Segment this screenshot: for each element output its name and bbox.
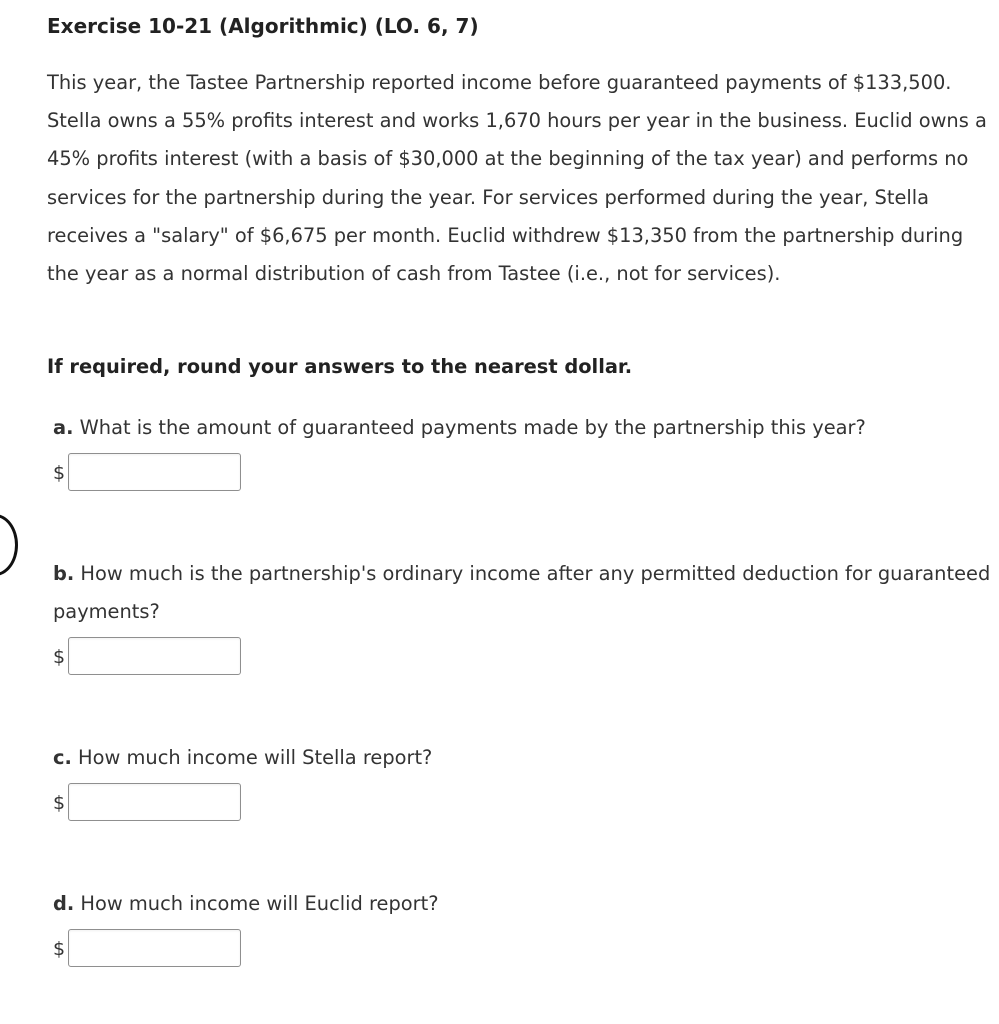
question-a-text: What is the amount of guaranteed payments made by the partnership this year? — [79, 416, 866, 439]
answer-input-b[interactable] — [68, 637, 241, 675]
edge-arc-decoration — [0, 514, 18, 576]
question-a-letter: a. — [53, 416, 74, 439]
currency-symbol-a: $ — [53, 462, 66, 484]
answer-input-c[interactable] — [68, 783, 241, 821]
question-c-text: How much income will Stella report? — [78, 746, 433, 769]
question-d-text: How much income will Euclid report? — [80, 892, 439, 915]
question-d-letter: d. — [53, 892, 75, 915]
question-d — [53, 885, 993, 923]
exercise-prompt: This year, the Tastee Partnership reported income before guaranteed payments of $133,500. Stella owns a 55% profits interest and works 1,670 hours per year in the business. Euclid owns a 45% profits interest (with a basis of $30,000 at the beginning of the tax year) and performs no services for the partnership during the year. For services performed during the year, Stella receives a "salary" of $6,675 per month. Euclid withdrew $13,350 from the partnership during the year as a normal distribution of cash from Tastee (i.e., not for services). — [47, 71, 987, 286]
currency-symbol-d: $ — [53, 938, 66, 960]
currency-symbol-c: $ — [53, 792, 66, 814]
question-b-text: How much is the partnership's ordinary income after any permitted deduction for guaranteed payments? — [53, 562, 991, 623]
answer-input-d[interactable] — [68, 929, 241, 967]
question-c-letter: c. — [53, 746, 72, 769]
currency-symbol-b: $ — [53, 646, 66, 668]
answer-input-a[interactable] — [68, 453, 241, 491]
question-a — [53, 409, 993, 447]
question-c — [53, 739, 993, 777]
question-b — [53, 555, 993, 631]
rounding-instruction: If required, round your answers to the nearest dollar. — [47, 355, 633, 378]
question-b-letter: b. — [53, 562, 75, 585]
exercise-title: Exercise 10-21 (Algorithmic) (LO. 6, 7) — [47, 14, 479, 38]
